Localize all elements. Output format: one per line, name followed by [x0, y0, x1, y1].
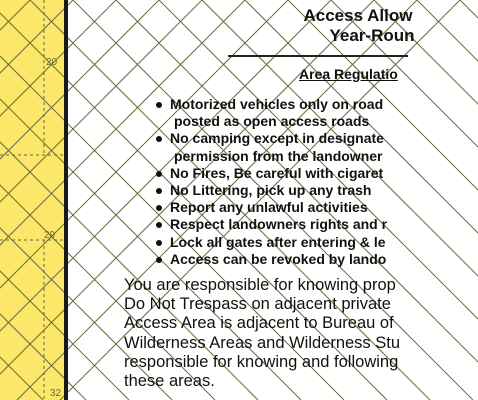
grid-label-29: 29 [44, 230, 56, 241]
heading-divider [228, 55, 408, 57]
paragraph-line: Access Area is adjacent to Bureau of [124, 314, 394, 333]
regulations-list [156, 96, 387, 268]
regulation-item: Respect landowners rights and r [156, 216, 387, 233]
paragraph-line: Do Not Trespass on adjacent private [124, 295, 391, 314]
regulation-item: No Fires, Be careful with cigaret [156, 165, 387, 182]
map-border [64, 0, 68, 400]
regulation-item: No Littering, pick up any trash [156, 182, 387, 199]
paragraph-line: Wilderness Areas and Wilderness Stu [124, 333, 401, 352]
heading-line-1: Access Allow [303, 6, 413, 25]
paragraph-line: You are responsible for knowing prop [124, 276, 396, 294]
heading-line-2: Year-Roun [329, 26, 415, 45]
regulations-title: Area Regulatio [299, 66, 398, 82]
regulation-item: No camping except in designate [156, 130, 387, 147]
hatch-line [460, 0, 478, 400]
map-strip[interactable] [0, 0, 70, 400]
grid-label-20: 20 [46, 57, 58, 68]
paragraph-line: responsible for knowing and following [124, 352, 399, 371]
paragraph-line: these areas. [124, 372, 215, 391]
regulation-item: Access can be revoked by lando [156, 251, 387, 268]
regulation-item-continued: posted as open access roads [174, 113, 370, 130]
access-heading [238, 6, 478, 46]
responsibility-paragraph [124, 276, 400, 391]
hatch-line [417, 0, 478, 400]
regulation-item: Lock all gates after entering & le [156, 234, 387, 251]
regulation-item: Report any unlawful activities [156, 199, 387, 216]
regulation-item: Motorized vehicles only on road [156, 96, 387, 113]
regulation-item-continued: permission from the landowner [174, 147, 383, 164]
map-grid [0, 0, 70, 400]
grid-label-32: 32 [50, 388, 62, 399]
